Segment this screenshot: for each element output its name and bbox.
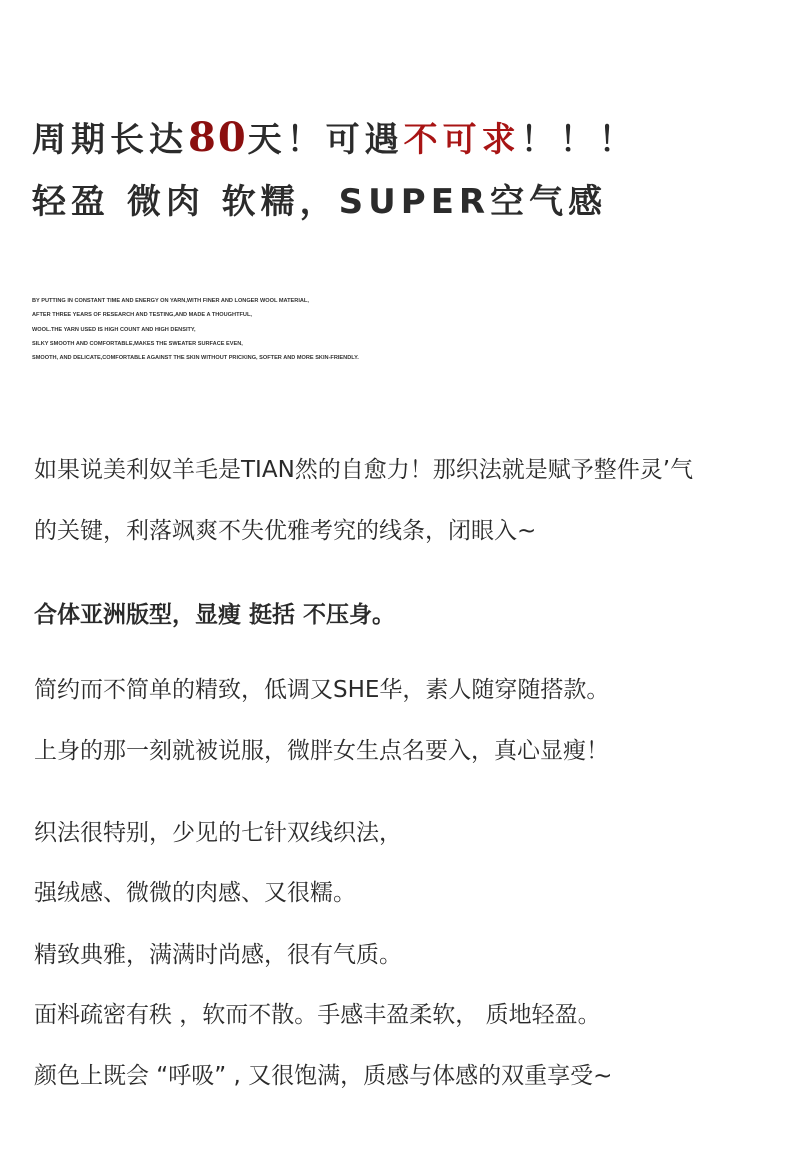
intro-line: 的关键，利落飒爽不失优雅考究的线条，闭眼入~ (34, 518, 537, 544)
english-line: AFTER THREE YEARS OF RESEARCH AND TESTING,AND MADE A THOUGHTFUL, (32, 312, 252, 319)
knit-line: 面料疏密有秩 ，软而不散。手感丰盈柔软， 质地轻盈。 (34, 1002, 601, 1028)
fit-heading: 合体亚洲版型，显瘦 挺括 不压身。 (34, 602, 396, 628)
headline-line-1 (32, 114, 638, 161)
knit-line: 织法很特别，少见的七针双线织法， (34, 820, 402, 846)
knit-line: 颜色上既会 “呼吸” , 又很饱满，质感与体感的双重享受~ (34, 1063, 613, 1089)
english-line: WOOL.THE YARN USED IS HIGH COUNT AND HIGH DENSITY, (32, 326, 196, 333)
headline-prefix: 周期长达 (32, 120, 188, 160)
english-line: SILKY SMOOTH AND COMFORTABLE,MAKES THE SWEATER SURFACE EVEN, (32, 340, 243, 347)
knit-line: 强绒感、微微的肉感、又很糯。 (34, 880, 356, 906)
fit-line: 简约而不简单的精致，低调又SHE华，素人随穿随搭款。 (34, 677, 610, 703)
english-line: BY PUTTING IN CONSTANT TIME AND ENERGY ON YARN,WITH FINER AND LONGER WOOL MATERIAL, (32, 298, 309, 304)
english-intro (32, 294, 359, 365)
english-line: SMOOTH, AND DELICATE,COMFORTABLE AGAINST THE SKIN WITHOUT PRICKING, SOFTER AND MORE SKIN-FRIENDLY. (32, 355, 359, 362)
headline-number: 80 (188, 114, 248, 161)
knit-line: 精致典雅，满满时尚感，很有气质。 (34, 942, 402, 968)
headline-highlight: 不可求 (403, 120, 521, 160)
headline-line-2: 轻盈 微肉 软糯，SUPER空气感 (32, 182, 608, 222)
headline-suffix: ！！！ (520, 120, 638, 160)
headline-middle: 天！可遇 (247, 120, 404, 160)
intro-line: 如果说美利奴羊毛是TIAN然的自愈力！那织法就是赋予整件灵’气 (34, 457, 694, 483)
fit-line: 上身的那一刻就被说服，微胖女生点名要入，真心显瘦！ (34, 738, 609, 764)
